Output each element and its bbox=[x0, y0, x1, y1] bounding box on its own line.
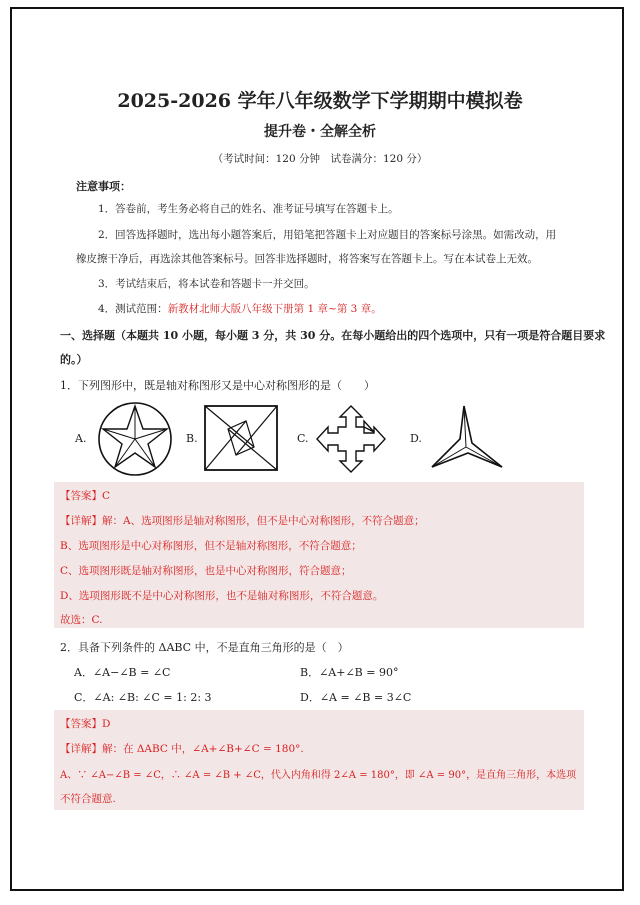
q2-analysis-3: 不符合题意. bbox=[60, 793, 116, 805]
q2-option-b: B．∠A+∠B = 90° bbox=[300, 666, 399, 679]
note-item-4-scope: 新教材北师大版八年级下册第 1 章~第 3 章。 bbox=[167, 303, 382, 315]
q1-conclusion: 故选：C. bbox=[60, 614, 103, 626]
q2-answer-box bbox=[54, 710, 584, 810]
q2-answer: 【答案】D bbox=[60, 718, 111, 730]
notes-heading: 注意事项： bbox=[76, 180, 131, 193]
square-pinwheel-icon bbox=[204, 405, 278, 471]
note-item-2-cont: 橡皮擦干净后，再选涂其他答案标号。回答非选择题时，将答案写在答题卡上。写在本试卷上无效。 bbox=[76, 253, 538, 265]
q1-option-a: A. bbox=[75, 432, 87, 445]
note-item-4-prefix: 4．测试范围： bbox=[98, 303, 168, 315]
three-blade-icon bbox=[430, 405, 504, 471]
q2-option-a: A．∠A−∠B = ∠C bbox=[74, 666, 171, 679]
q1-analysis-2: B、选项图形是中心对称图形，但不是轴对称图形，不符合题意； bbox=[60, 540, 362, 552]
note-item-1: 1．答卷前，考生务必将自己的姓名、准考证号填写在答题卡上。 bbox=[98, 203, 399, 215]
q1-stem: 1．下列图形中，既是轴对称图形又是中心对称图形的是（ ） bbox=[60, 379, 375, 392]
note-item-4 bbox=[98, 301, 382, 316]
q1-analysis-4: D、选项图形既不是中心对称图形，也不是轴对称图形，不符合题意。 bbox=[60, 590, 384, 602]
q2-stem: 2．具备下列条件的 ΔABC 中，不是直角三角形的是（ ） bbox=[60, 641, 349, 654]
q2-option-c: C．∠A: ∠B: ∠C = 1: 2: 3 bbox=[74, 691, 212, 704]
q1-answer: 【答案】C bbox=[60, 490, 111, 502]
q2-option-d: D．∠A = ∠B = 3∠C bbox=[300, 691, 412, 704]
exam-info: （考试时间：120 分钟 试卷满分：120 分） bbox=[212, 153, 428, 165]
q1-analysis-3: C、选项图形既是轴对称图形，也是中心对称图形，符合题意； bbox=[60, 565, 352, 577]
q2-analysis-2: A、∵ ∠A−∠B = ∠C，∴ ∠A = ∠B + ∠C，代入内角和得 2∠A = 180°，即 ∠A = 90°，是直角三角形，本选项 bbox=[60, 770, 577, 781]
page-subtitle: 提升卷・全解全析 bbox=[264, 124, 376, 140]
star-in-circle-icon bbox=[94, 400, 176, 478]
note-item-3: 3．考试结束后，将本试卷和答题卡一并交回。 bbox=[98, 278, 315, 290]
section-heading-cont: 的。） bbox=[60, 353, 88, 366]
q2-analysis-1-text: 【详解】解：在 ΔABC 中，∠A+∠B+∠C = 180°. bbox=[60, 743, 304, 755]
section-heading: 一、选择题（本题共 10 小题，每小题 3 分，共 30 分。在每小题给出的四个选项中，只有一项是符合题目要求 bbox=[60, 329, 606, 342]
four-arrow-cross-icon bbox=[316, 405, 386, 473]
q1-option-c: C. bbox=[297, 432, 309, 445]
q1-option-b: B. bbox=[186, 432, 198, 445]
q1-analysis-1: 【详解】解：A、选项图形是轴对称图形，但不是中心对称图形，不符合题意； bbox=[60, 515, 425, 527]
q1-answer-box bbox=[54, 482, 584, 628]
q1-option-d: D. bbox=[410, 432, 422, 445]
page-title: 2025-2026 学年八年级数学下学期期中模拟卷 bbox=[117, 90, 523, 112]
note-item-2: 2．回答选择题时，选出每小题答案后，用铅笔把答题卡上对应题目的答案标号涂黑。如需改动，用 bbox=[98, 229, 557, 241]
q2-analysis-1 bbox=[60, 741, 304, 756]
